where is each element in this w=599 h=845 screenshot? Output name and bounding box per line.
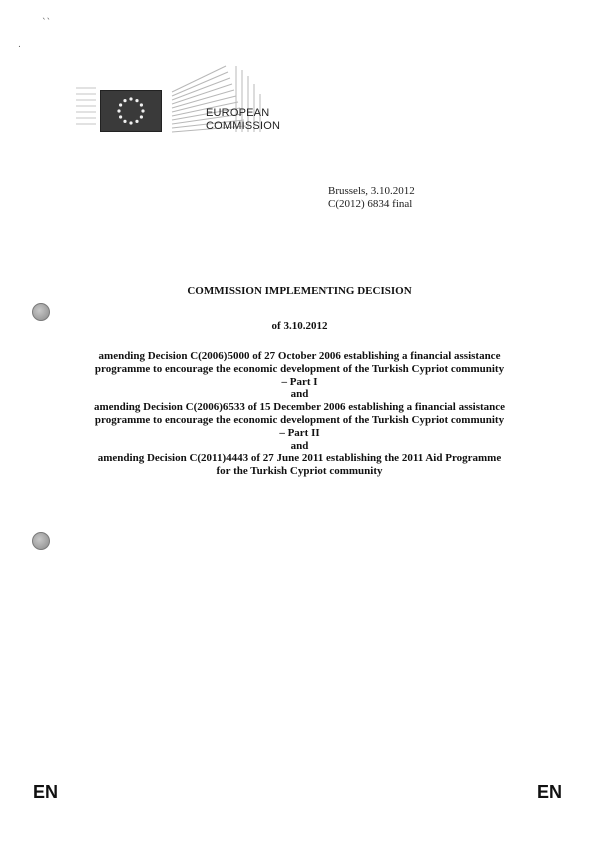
document-reference: C(2012) 6834 final	[328, 198, 413, 210]
org-name-line-2: COMMISSION	[206, 120, 281, 132]
document-date-line: of 3.10.2012	[271, 320, 328, 332]
amendment-line: – Part II	[279, 426, 320, 439]
amendment-line: for the Turkish Cypriot community	[216, 465, 383, 478]
place-date: Brussels, 3.10.2012	[328, 185, 415, 197]
org-name-line-1: EUROPEAN	[206, 107, 270, 119]
punch-hole	[32, 303, 50, 321]
amendment-line: and	[290, 388, 309, 401]
amendment-line: programme to encourage the economic development of the Turkish Cypriot community	[94, 413, 505, 426]
amendment-line: programme to encourage the economic development of the Turkish Cypriot community	[94, 362, 505, 375]
scan-speck: ``	[42, 18, 51, 28]
language-code-right: EN	[537, 782, 563, 802]
amendment-line: amending Decision C(2006)5000 of 27 October 2006 establishing a financial assistance	[98, 350, 501, 362]
amendment-line: – Part I	[281, 375, 318, 388]
amendment-line: amending Decision C(2011)4443 of 27 June 2011 establishing the 2011 Aid Programme	[97, 452, 502, 465]
language-code-left: EN	[33, 782, 59, 802]
document-meta	[328, 185, 415, 211]
scan-speck: .	[18, 40, 21, 50]
amendment-line: amending Decision C(2006)6533 of 15 December 2006 establishing a financial assistance	[93, 401, 506, 414]
organization-name	[206, 107, 280, 133]
amendment-line: and	[290, 439, 309, 452]
punch-hole	[32, 532, 50, 550]
amendment-block	[40, 350, 559, 478]
eu-flag-icon	[100, 90, 162, 132]
document-type-title: COMMISSION IMPLEMENTING DECISION	[187, 285, 412, 297]
